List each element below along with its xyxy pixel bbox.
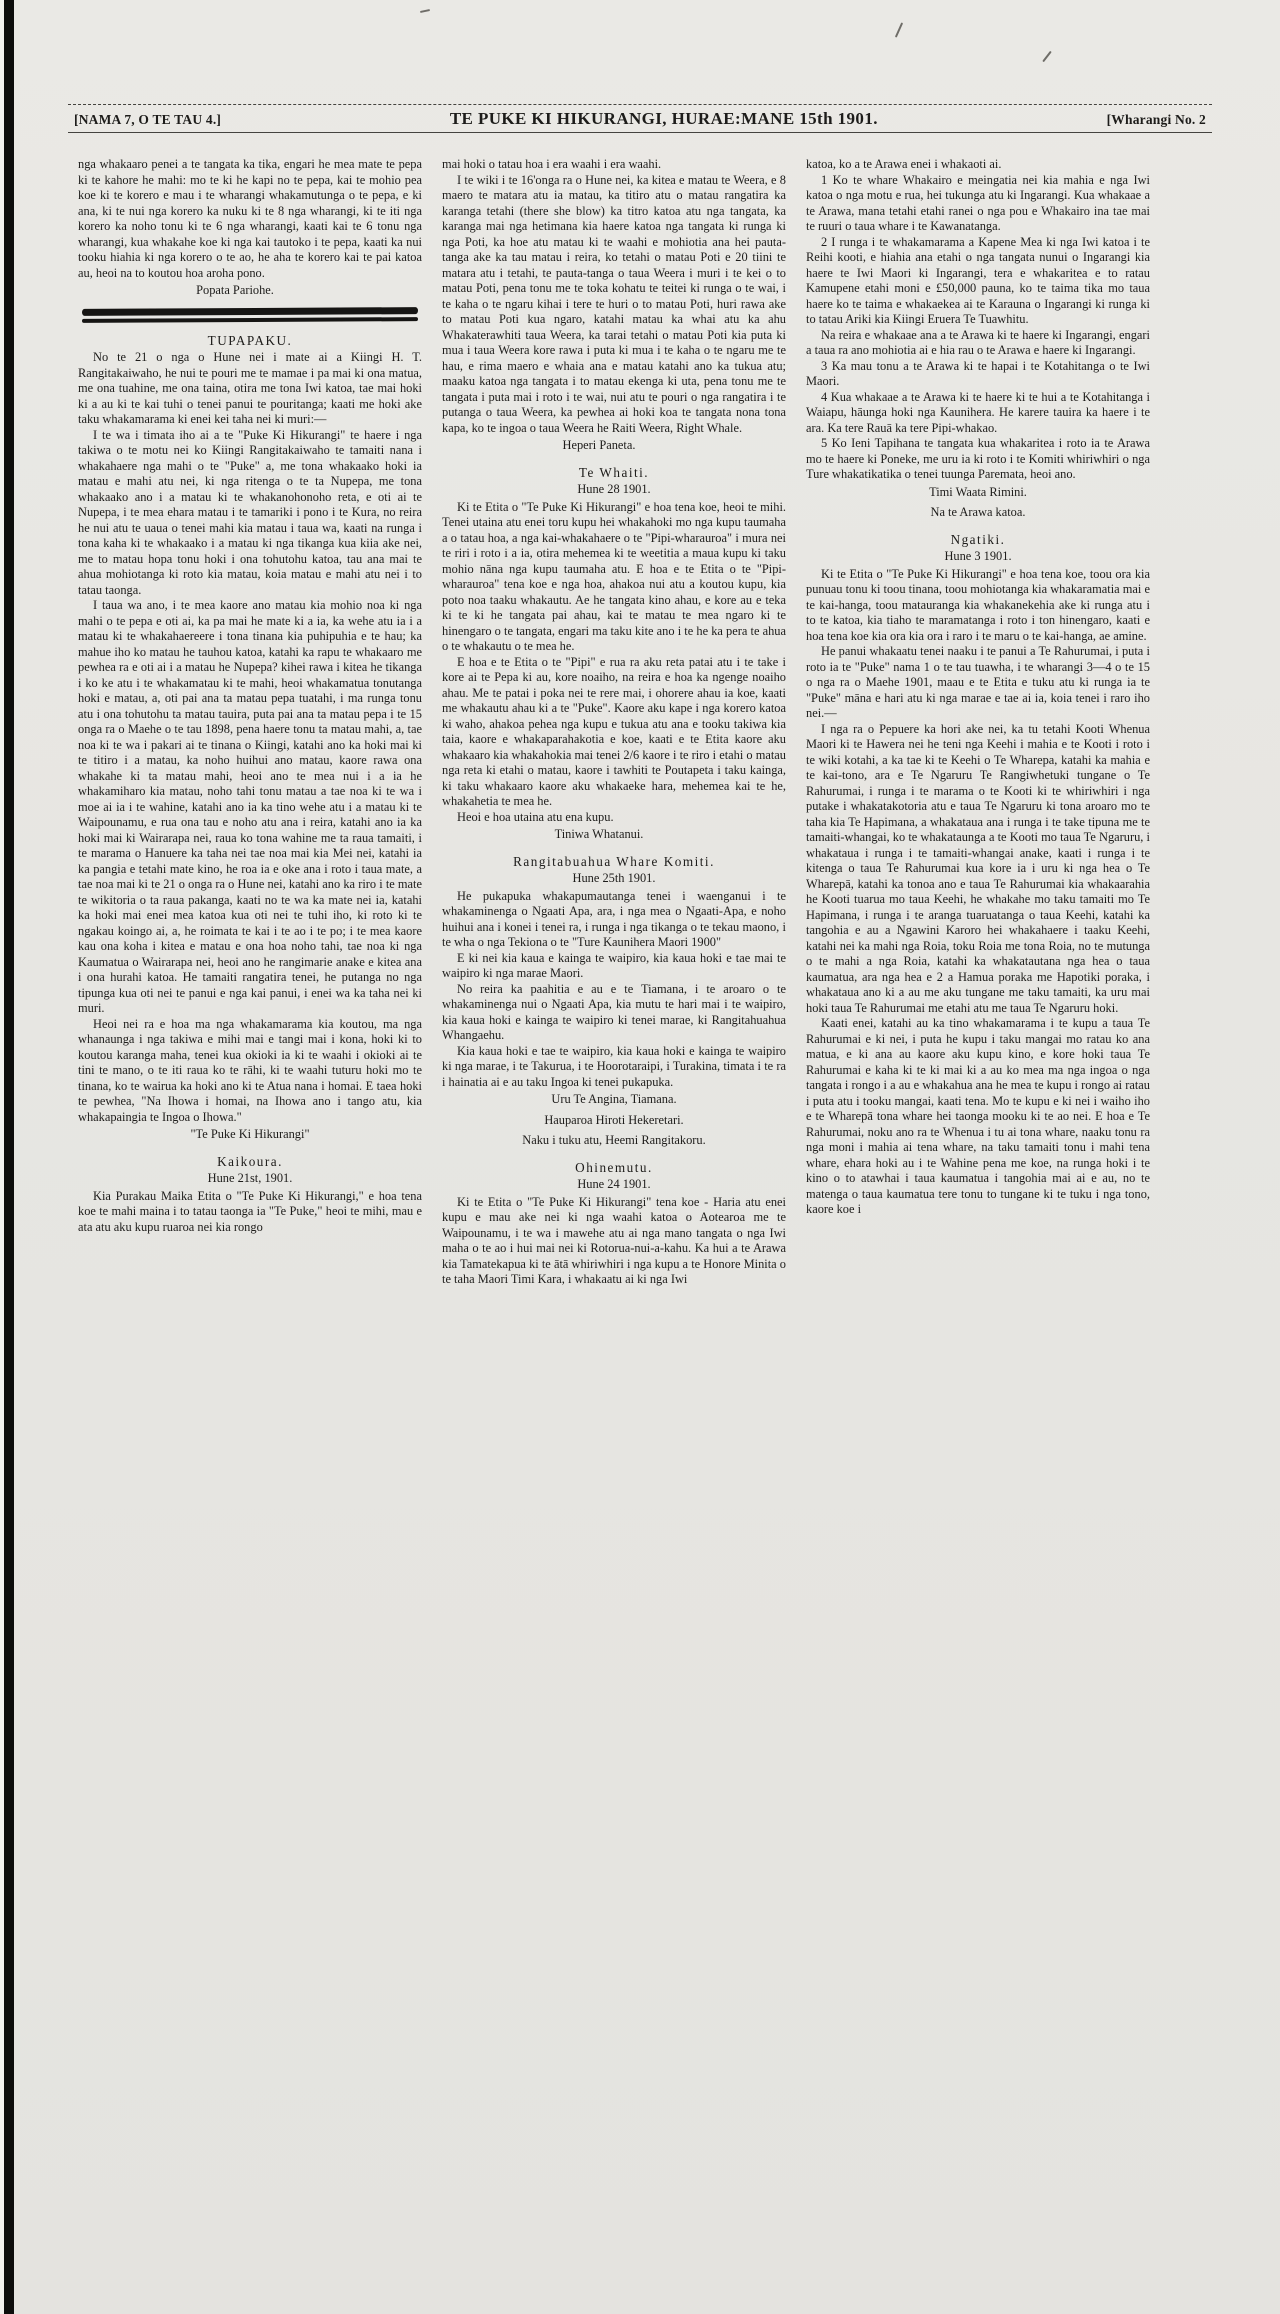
paragraph: Ki te Etita o "Te Puke Ki Hikurangi" e hoa tena koe, toou ora kia punuau tonu ki toou tinana, toou mohiotanga kia whakaramatia mai e te kai-hanga, toou matauranga kia whakanekehia ake ki runga atu i to te katoa, kia tiaho te maramatanga i roto i ton hinengaro, kaati e hoa tena koe kia ora kia ora i raro i te maru o te kai-hanga, ae amine.	[806, 566, 1150, 643]
center-line: Hauparoa Hiroti Hekeretari.	[544, 1112, 684, 1127]
center-line: Timi Waata Rimini.	[929, 484, 1027, 499]
paragraph: Kia Purakau Maika Etita o "Te Puke Ki Hikurangi," e hoa tena koe te mahi maina i to tatau taonga ia "Te Puke," heoi te mihi, mau e ata atu aku kupu ruaroa nei kia rongo	[78, 1188, 422, 1234]
center-line: Uru Te Angina, Tiamana.	[551, 1092, 677, 1106]
dateline: Hune 3 1901.	[944, 549, 1012, 563]
paragraph: E ki nei kia kaua e kainga te waipiro, kia kaua hoki e tae mai te waipiro ki nga marae Maori.	[442, 950, 786, 980]
columns	[0, 133, 1280, 1288]
section-heading: Te Whaiti.	[578, 464, 650, 480]
center-line: Na te Arawa katoa.	[930, 505, 1026, 519]
column-2	[442, 157, 786, 1288]
paragraph: 5 Ko Ieni Tapihana te tangata kua whakaritea i roto ia te Arawa mo te haere ki Poneke, me uru ia ki roto i te Komiti whiriwhiri o nga Ture whakatikatika o tenei tuunga Paremata, heoi ano.	[806, 436, 1150, 481]
pen-mark	[895, 22, 903, 37]
section-heading: Ngatiki.	[950, 531, 1006, 547]
column-1	[78, 157, 422, 1288]
paragraph: Ki te Etita o "Te Puke Ki Hikurangi" tena koe - Haria atu enei kupu e mau ake nei ki nga waahi katoa o Aotearoa me te Waipounamu, i te wa i mawehe atu ai nga mano tangata o nga Iwi maha o te ao i hui mai nei ki Rotorua-nui-a-kahu. Ka hui a te Arawa kia Tamatekapua ki te ātā whiriwhiri i nga kupu a te Honore Minita o te taha Maori Timi Kara, i whakaatu ai ki nga Iwi	[442, 1194, 786, 1286]
paragraph: Heoi e hoa utaina atu ena kupu.	[457, 809, 614, 824]
paragraph: I te wiki i te 16'onga ra o Hune nei, ka kitea e matau te Weera, e 8 maero te matara atu ia matau, ka titiro atu o matau rangatira ka karanga tetahi (there she blow) ka titro katoa atu nga tangata, ka karanga mai nga hetimana kia haere katoa nga tangata ki runga ki nga Poti, ka hoe atu matau ki te waahi e mohiotia ana hei pauta-tanga ake ka tau matau i reira, ko tetahi o matau Poti e 20 tiini te matara atu i tetahi, te pauta-tanga o taua Weera i muri i te kei o to matau Poti, pena tonu me te toka kohatu te teitei ki runga o te wai, i te kaha o te ngaru kihai i tere te huri o to matau Poti, huri rawa ake to matau Poti kua ngaro, katahi matau ka whai atu ka ahu Whakaterawhiti taua Weera, ka tarai tetahi o matau Poti kia puta ki mua i taua Weera kore rawa i puta ki mua i te kaha o te ngaru me te hau, e rima maero e whaia ana e matau katahi ano ka tukua atu; maaku katoa nga tangata i to matau ekenga ki uta, pena tonu me te tangata i puta mai i roto i te wai, nui atu te pouri o nga rangatira i te putanga o taua Weera, ka pewhea ai hoki koa te tangata nona tona kapa, ko te ingoa o taua Weera he Raiti Weera, Right Whale.	[442, 172, 786, 435]
section-heading: Kaikoura.	[217, 1153, 283, 1169]
masthead-title: TE PUKE KI HIKURANGI, HURAE:MANE 15th 1901.	[449, 109, 878, 128]
paragraph: Ki te Etita o "Te Puke Ki Hikurangi" e hoa tena koe, heoi te mihi. Tenei utaina atu enei toru kupu hei whakahoki mo nga kupu taumaha a o tatau hoa, a nga kai-whakahaere o te "Pipi-wharauroa" i mura nei te riri i roto i a ia, otira mehemea ki te weetitia a maua kupu ki taku mohio nāna nga kupu taumaha atu. E hoa e te Etita o te "Pipi-wharauroa" tena koe e nga hoa, ahakoa nui atu a koutou kupu, kia poto noa taaku whakautu. Ae he tangata kino ahau, e kore au e teka ki te ki he tangata pai ahau, kai te matau te mea ngaro ki te hinengaro o te tangata, engari ma taku kite ano i te he ka pera te ahua o te whakautu o te mea he.	[442, 499, 786, 653]
paragraph: I taua wa ano, i te mea kaore ano matau kia mohio noa ki nga mahi o te pepa e oti ai, ka pa mai he mate ki a ia, ka wehe atu ia i a matau ki te whakahaereere i tona tinana kia puhipuhia e te hau; ka mahue iho ko matau he tauhou katoa, katahi ka rapu te whakaaro me pewhea ra e oti ai i a matau he Nupepa? kihei rawa i kitea he tikanga i ko ke atu i te whakamatau ki te mahi, heoi whakamatua tonutanga hoki e matau, a, oti pai ana ta matau pepa tuatahi, i ma runga tonu atu i ona tohutohu ta matau tauira, puta pai ana ta matau pepa i te 15 onga ra o Maehe o te tau 1898, pena haere tonu ta matau mahi, a, tae noa ki te wa i pakari ai te tinana o Kiingi, katahi ano ka hoki mai ki te titiro i a matau, ka noho huihui ano matau, kaore rawa ona whakahe ki ta matau mahi, heoi ano te mea nui i a ia he whakamiharo kia matau, noho tahi tonu matau a tae noa ki te wa i moe ai ia i te wahine, katahi ano ia ka tino wehe atu i a matau ki te Waipounamu, e rua ona tau e noho atu ana i reira, katahi ano ia ka hoki mai ki Wairarapa nei, raua ko tona wahine me ta raua tamaiti, i te marama o Hanuere ka taha nei tae noa mai kia Mei nei, katahi ia ka pangia e tetahi mate kino, he roa ia e oke ana i roto i taua mate, a tae noa mai ki te 21 o onga ra o Hune nei, katahi ano ka riro i te mate te wikitoria o ta raua pakanga, kaati no te wa ka mate nei ia, katahi ka hoki mai enei mea katoa kua oti nei te tuhi iho, ki roto ki te ngakau koingo ai, a, he roimata te kai i te ao i te po; i te mea kaore kau ona koha i kitea e matau e ona hoa noho tahi, tae noa ki nga Kaumatua o Wairarapa nei, heoi ano he rangimarie anake e kitea ana i ona hurahi katoa. He tamaiti rangatira tenei, he putanga no nga tipunga kua oti nei te panui e nga kai panui, i enei wa ka taha nei ki muri.	[78, 598, 422, 1015]
issue-number: [NAMA 7, O TE TAU 4.]	[74, 112, 222, 127]
paragraph: 1 Ko te whare Whakairo e meingatia nei kia mahia e nga Iwi katoa o nga motu e rua, hei tukunga atu ki Ingarangi. Kua whakaae a te Arawa, mana tetahi etahi ranei o nga pou e Whakairo ina tae mai te ruuri o taua whare i te Kawanatanga.	[806, 172, 1150, 233]
section-heading: Ohinemutu.	[575, 1159, 653, 1175]
paragraph: 3 Ka mau tonu a te Arawa ki te hapai i te Kotahitanga o te Iwi Maori.	[806, 358, 1150, 388]
paragraph: 2 I runga i te whakamarama a Kapene Mea ki nga Iwi katoa i te Reihi kooti, e hiahia ana etahi o nga tangata nunui o Ingarangi kia haere te Iwi Maori ki Ingarangi, tera e whakaritea e to ratau Kamupene etahi moni e £50,000 pauna, ko te taima tika mo taua haere ko te taima e whakaekea ai te Karauna o Ingarangi ki runga ki to tatau Ariki kia Kiingi Eruera Te Tuawhitu.	[806, 234, 1150, 326]
paragraph: He pukapuka whakapumautanga tenei i waenganui i te whakaminenga o Ngaati Apa, ara, i nga mea o Ngaati-Apa, e noho huihui ana i konei i tenei ra, i runga i nga tikanga o te tekau maono, i te wha o nga Tekiona o te "Ture Kaunihera Maori 1900"	[442, 888, 786, 949]
signature: Tiniwa Whatanui.	[554, 827, 644, 841]
paragraph-continued: nga whakaaro penei a te tangata ka tika, engari he mea mate te pepa ki te kahore he mahi: mo te ki he kapi no te pepa, kai te mohio pea koe ki te korero e mau i te wharangi whakamutunga o te pepa, e ki ana, ki te nui nga korero ka nuku ki te 8 nga wharangi, ki te iti nga korero ka noho tonu ki te 6 nga wharangi, kaati kai te 6 tonu nga wharangi, kua whakahe koe ki nga kai tautoko i te pepa, kaati ka nui tooku hiahia ki nga korero o te ao, he aha te korero kai te pai katoa au, heoi na to koutou hoa aroha pono.	[78, 157, 422, 280]
paragraph: Heoi nei ra e hoa ma nga whakamarama kia koutou, ma nga whanaunga i nga takiwa e mihi mai e tangi mai i kona, hoki ki to koutou karanga maha, tenei kua okioki ia ki te waahi i okioki ai te tini te mano, o te iti raua ko te rāhi, ki te waahi tuturu hoki mo te tinana, ko te wairua ka hoki ano ki te Atua nana i homai. E taea hoki te pewhea, "Na Ihowa i homai, na Ihowa ano i tango atu, kia whakapaingia te Ingoa o Ihowa."	[78, 1016, 422, 1124]
pen-mark	[420, 9, 430, 13]
center-line: "Te Puke Ki Hikurangi"	[190, 1127, 310, 1141]
paragraph: E hoa e te Etita o te "Pipi" e rua ra aku reta patai atu i te take i kore ai te Pepa ki au, kore noaiho, na reira e hoa ka ngenge noaiho ahau. Me te patai i poka nei te rere mai, i ohorere ahau ia koe, kaati me whakautu ahau ki a te "Puke". Kaore aku kape i nga korero katoa ki waho, ahakoa pehea nga kupu e tukua atu ana e tooku takiwa kia taia, kaore e whakaparahakotia e koe, kaati e te Etita kaore aku whakaaro kia whakahokia mai tenei 2/6 kaore i te riro i etahi o matau nga reta ki etahi o matau, kaore i tawhiti te Poutapeta i taku kainga, ki taku whakaaro kaore aku whakaeke hara, mehemea kai te he, whakahetia te mea he.	[442, 654, 786, 808]
mourning-rule-divider	[82, 307, 418, 323]
dateline: Hune 25th 1901.	[572, 871, 656, 885]
paragraph: 4 Kua whakaae a te Arawa ki te haere ki te hui a te Kotahitanga i Waiapu, hāunga hoki nga Kaunihera. He karere tauira ka haere i te ara. Ka tere Rauā ka tere Pipi-whakao.	[806, 389, 1150, 435]
scan-page-edge	[0, 0, 4, 2314]
page-header	[68, 104, 1212, 133]
signature: Heperi Paneta.	[562, 438, 636, 452]
paragraph-continued: katoa, ko a te Arawa enei i whakaoti ai.	[806, 157, 1002, 171]
paragraph: I nga ra o Pepuere ka hori ake nei, ka tu tetahi Kooti Whenua Maori ki te Hawera nei he teni nga Keehi i mahia e te Kooti i roto i te wiki kotahi, a ka tae ki te Keehi o Te Wharepa, katahi ka mahia e te kai-tono, ara e Te Ngaruru Te Rangiwhetuki tungane o Te Rahurumai, i runga i te marama o te Kooti ki te whiriwhiri i nga putake i whakatakotoria atu e taua Te Ngaruru ki tona aroaro mo te taha kia Te Hapimana, a whakataua ana i runga i te take tipuna me te tamaiti-whangai, ko te whakataunga a te Kooti mo taua Te Ngaruru, i whakataua i runga i te tamaiti-whangai anake, kaati i runga i te kitenga o taua Te Rahurumai kua kore ia i uru ki nga hea o Te Wharepā, katahi ka tonoa ano e taua Te Rahurumai kia whakaarahia he Kooti tuarua mo taua Keehi, he whakahe mo taku tamaiti mo Te Hapimana, i runga i te aranga tuaruatanga o taua Keehi, katahi ka tangohia e au a Ngawini Karoro hei whakahaere i taaku Keehi, katahi nei ka mahi nga Roia, toku Roia me tona Roia, no te mutunga o te mahi a nga Roia, katahi ka whakatautana nga hea o taua kaumatua, ara nga hea e 2 a Hamua poraka me Hapotiki poraka, i whakataua ano ki a au me aku tungane me taku tamaiti, ka uru mai hoki taua Te Rahurumai me etahi atu me taua Te Ngaruru hoki.	[806, 721, 1150, 1015]
paragraph: I te wa i timata iho ai a te "Puke Ki Hikurangi" te haere i nga takiwa o te motu nei ko Kiingi Rangitakaiwaho te tamaiti nana i whakahaere nga mahi o te "Puke" a, me tona whakaako hoki ia matau e mahi atu nei, ki nga ritenga o te ta Nupepa, me tona whakaako ano i a matau ki te whakanohonoho reta, e oti ai te Nupepa, i te mea ehara matau i te tamariki i pono i te Kura, no reira he nui atu te uaua o tenei mahi kia matau i taua wa, kaati na runga i tona kaha ki te whakaako i a matau ki nga tikanga kua kiia ake nei, me to matau hopa tonu hoki i ona tohutohu katoa, tau ana mai te ahua mohiotanga ki roto kia matau, koia matau e mahi atu nei i to tatau taonga.	[78, 427, 422, 597]
paragraph-continued: mai hoki o tatau hoa i era waahi i era waahi.	[442, 157, 662, 171]
paragraph: Na reira e whakaae ana a te Arawa ki te haere ki Ingarangi, engari a taua ra ano mohiotia ai e hia rau o te Arawa e haere ki Ingarangi.	[806, 327, 1150, 357]
section-heading: TUPAPAKU.	[207, 332, 293, 348]
dateline: Hune 28 1901.	[577, 482, 651, 496]
dateline: Hune 21st, 1901.	[207, 1171, 293, 1185]
dateline: Hune 24 1901.	[577, 1177, 651, 1191]
column-3	[806, 157, 1150, 1288]
paragraph: No te 21 o nga o Hune nei i mate ai a Kiingi H. T. Rangitakaiwaho, he nui te pouri me te mamae i pa mai ki ona matua, me ona tuahine, me ona taina, otira me tona Iwi katoa, tae mai hoki ki a au ki te kai tuhi o tenei panui te pouritanga; kaati me hoki ake taku whakamarama ki enei kei taha nei ki muri:—	[78, 350, 422, 426]
signature: Popata Pariohe.	[196, 283, 274, 297]
pen-mark	[1042, 51, 1052, 62]
paragraph: No reira ka paahitia e au e te Tiamana, i te aroaro o te whakaminenga nui o Ngaati Apa, kia mutu te hari mai i te waipiro, kia kaua hoki e kainga te waipiro ki tenei marae, ki Rangitahuahua Whangaehu.	[442, 981, 786, 1042]
page-number: [Wharangi No. 2	[1106, 112, 1206, 127]
paragraph: Kaati enei, katahi au ka tino whakamarama i te kupu a taua Te Rahurumai e ki nei, i puta he kupu i taku mangai mo ratau ko ana matua, e ki ana au kaore aku kupu kino, e kore hoki taua Te Rahurumai e kaha ki te ki mai ki a au ko mea ma nga ingoa o nga tangata i rongo i a au e whakahua ana he mea te kupu i rongo ai ratau i puta atu i tooku mangai, kaati tena. Mo te kupu e ki nei i waiho iho e te Wharepā tona whare hei taonga mooku ki te ao nei. E hoa e Te Rahurumai, noku ano ra te Whenua i tu ai tona whare, naaku tonu ra nga moni i mahia ai tena whare, na taku tamaiti tonu i mahi tena whare, ehara hoki au i te Wahine pena me koe, na runga hoki i te kino o to atawhai i taua kaumatua i tangohia mai ai e au, no te matenga o taua kaumatua tere tonu to tungane ki te tuku i nga tono, kaore koe i	[806, 1016, 1150, 1216]
center-line: Naku i tuku atu, Heemi Rangitakoru.	[522, 1133, 706, 1147]
section-heading: Rangitabuahua Whare Komiti.	[513, 853, 715, 869]
paragraph: He panui whakaatu tenei naaku i te panui a Te Rahurumai, i puta i roto ia te "Puke" nama 1 o te tau tuawha, i te wharangi 3—4 o te 15 o nga ra o Maehe 1901, maau e te Etita e tuku atu ki runga ia te "Puke" māna e hari atu ki nga marae e tae ai ia, koia tenei i raro iho nei.—	[806, 644, 1150, 720]
paragraph: Kia kaua hoki e tae te waipiro, kia kaua hoki e kainga te waipiro ki nga marae, i te Takurua, i te Hoorotaraipi, i Turakina, timata i te ra i hainatia ai e au taku Ingoa ki tenei pukapuka.	[442, 1043, 786, 1089]
